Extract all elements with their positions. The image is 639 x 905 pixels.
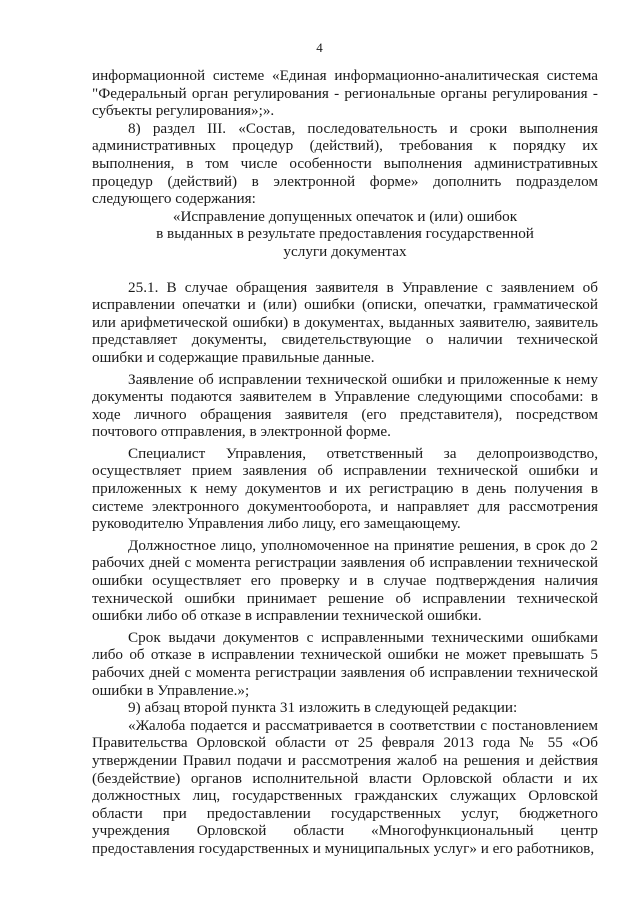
paragraph-item-8: 8) раздел III. «Состав, последовательность и сроки выполнения административных процедур (действий), требования к порядку их выполнения, в том числе особенности выполнения административных процедур (действий) в электронной форме» дополнить подразделом следующего содержания:	[92, 119, 598, 208]
paragraph-continuation: информационной системе «Единая информационно-аналитическая система "Федеральный орган регулирования - региональные органы регулирования - субъекты регулирования»;».	[92, 67, 598, 120]
paragraph-submission-methods: Заявление об исправлении технической ошибки и приложенные к нему документы подаются заявителем в Управление следующими способами: в ходе личного обращения заявителя (его представителя), посредством почтового отправления, в электронной форме.	[92, 370, 598, 441]
paragraph-registration: Специалист Управления, ответственный за делопроизводство, осуществляет прием заявления об исправлении технической ошибки и приложенных к нему документов и их регистрацию в день получения в системе электронного документооборота, и направляет для рассмотрения руководителю Управления либо лицу, его замещающему.	[92, 444, 598, 533]
paragraph-25-1: 25.1. В случае обращения заявителя в Управление с заявлением об исправлении опечатки и (или) ошибки (описки, опечатки, грамматической или арифметической ошибки) в документах, выданных заявителю, заявитель представляет документы, свидетельствующие о наличии технической ошибки и содержащие правильные данные.	[92, 278, 598, 366]
heading-line-3: услуги документах	[283, 242, 407, 260]
page-number: 4	[316, 40, 323, 55]
heading-line-1: «Исправление допущенных опечаток и (или) ошибок	[172, 207, 518, 225]
paragraph-complaint: «Жалоба подается и рассматривается в соответствии с постановлением Правительства Орловской области от 25 февраля 2013 года № 55 «Об утверждении Правил подачи и рассмотрения жалоб на решения и действия (бездействие) органов исполнительной власти Орловской области и их должностных лиц, государственных гражданских служащих Орловской области при предоставлении государственных услуг, бюджетного учреждения Орловской области «Многофункциональный центр предоставления государственных и муниципальных услуг» и его работников,	[92, 716, 598, 857]
paragraph-item-9: 9) абзац второй пункта 31 изложить в следующей редакции:	[128, 699, 518, 717]
paragraph-decision: Должностное лицо, уполномоченное на принятие решения, в срок до 2 рабочих дней с момента регистрации заявления об исправлении технической ошибки осуществляет его проверку и в случае подтверждения наличия технической ошибки принимает решение об исправлении технической ошибки либо об отказе в исправлении технической ошибки.	[92, 536, 598, 625]
document-body	[92, 67, 598, 858]
heading-line-2: в выданных в результате предоставления государственной	[156, 225, 534, 243]
subsection-heading	[92, 208, 598, 261]
paragraph-deadline: Срок выдачи документов с исправленными техническими ошибками либо об отказе в исправлении технической ошибки не может превышать 5 рабочих дней с момента регистрации заявления об исправлении технической ошибки в Управление.»;	[92, 628, 598, 699]
